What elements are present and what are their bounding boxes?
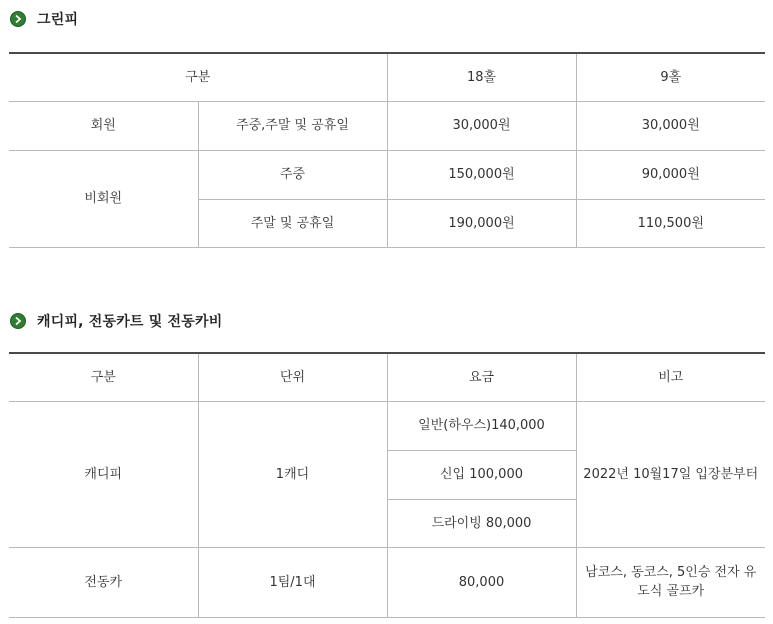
header-unit: 단위 [198,353,387,401]
cart-unit: 1팀/1대 [198,547,387,617]
non-member-label: 비회원 [9,150,198,247]
chevron-right-circle-icon [10,313,26,329]
non-member-18-price: 150,000원 [387,150,576,199]
table-row [9,101,765,150]
non-member-period: 주중 [198,150,387,199]
member-18-price: 30,000원 [387,101,576,150]
header-note: 비고 [576,353,765,401]
cart-fee: 80,000 [387,547,576,617]
table-header-row [9,353,765,401]
header-category: 구분 [9,353,198,401]
non-member-9-price: 110,500원 [576,199,765,247]
non-member-9-price: 90,000원 [576,150,765,199]
header-fee: 요금 [387,353,576,401]
member-label: 회원 [9,101,198,150]
member-9-price: 30,000원 [576,101,765,150]
caddie-fee-driving: 드라이빙 80,000 [387,499,576,547]
table-row [9,401,765,450]
table-row [9,547,765,617]
header-9-holes: 9홀 [576,53,765,101]
non-member-period: 주말 및 공휴일 [198,199,387,247]
caddie-cart-table [9,352,765,618]
cart-note: 남코스, 동코스, 5인승 전자 유도식 골프카 [576,547,765,617]
green-fee-title: 그린피 [37,12,79,28]
member-period: 주중,주말 및 공휴일 [198,101,387,150]
chevron-right-circle-icon [10,11,26,27]
green-fee-table [9,52,765,248]
table-row [9,150,765,199]
cart-label: 전동카 [9,547,198,617]
caddie-unit: 1캐디 [198,401,387,547]
caddie-fee-general: 일반(하우스)140,000 [387,401,576,450]
caddie-cart-title: 캐디피, 전동카트 및 전동카비 [37,314,223,330]
header-category: 구분 [9,53,387,101]
table-header-row [9,53,765,101]
green-fee-heading [10,9,78,29]
caddie-cart-heading [10,311,222,331]
caddie-note: 2022년 10월17일 입장분부터 [576,401,765,547]
non-member-18-price: 190,000원 [387,199,576,247]
caddie-label: 캐디피 [9,401,198,547]
caddie-fee-new: 신입 100,000 [387,450,576,499]
header-18-holes: 18홀 [387,53,576,101]
